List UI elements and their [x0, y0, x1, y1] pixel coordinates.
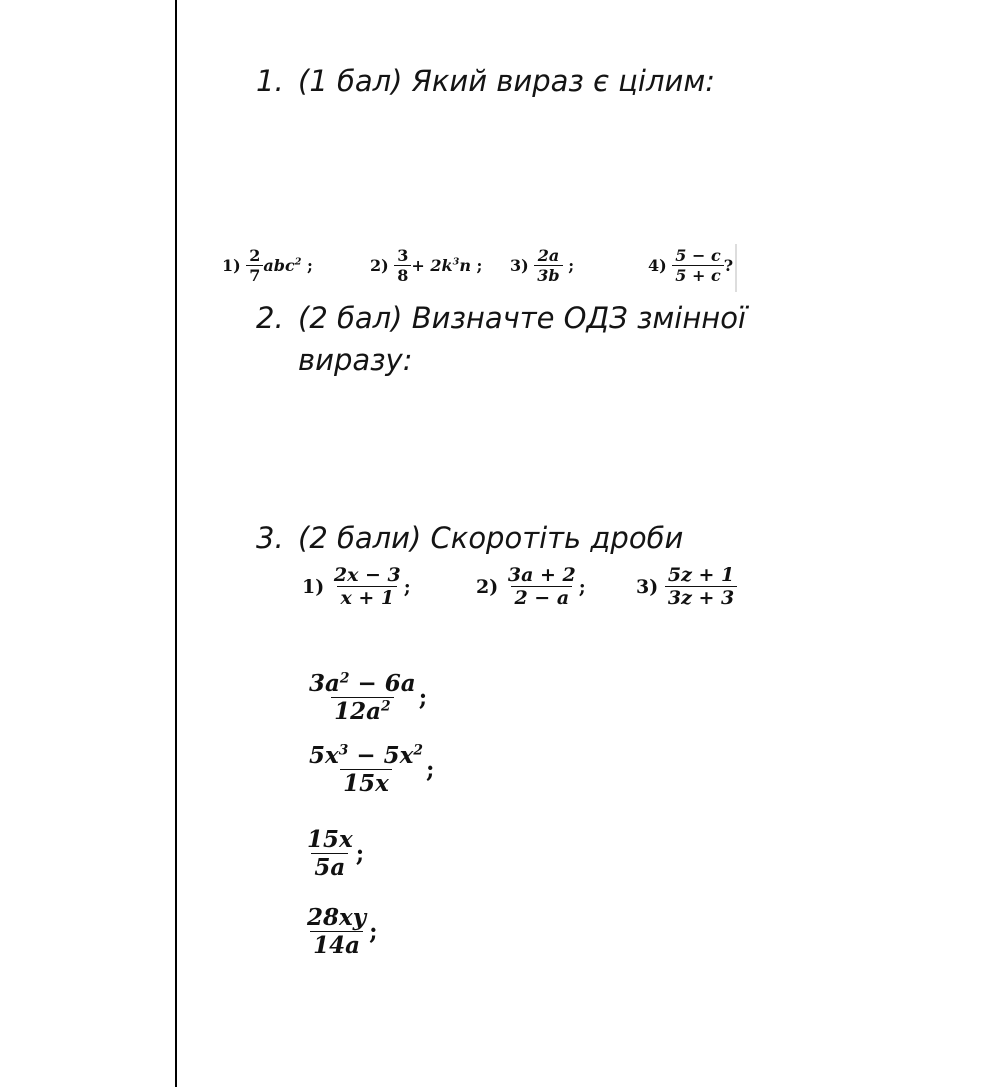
numerator: 2x − 3 — [333, 564, 401, 586]
fraction — [306, 670, 419, 725]
fraction — [665, 564, 737, 609]
denominator: 7 — [246, 265, 263, 285]
suffix-text: abc — [263, 256, 295, 275]
numerator-part: 5x — [309, 742, 339, 769]
question-number: 3. — [256, 521, 284, 555]
suffix-exponent: 2 — [294, 256, 302, 268]
q2-option-1 — [302, 564, 411, 609]
separator: ; — [403, 575, 411, 598]
denominator: x + 1 — [337, 586, 397, 609]
numerator-part: − 5x — [348, 742, 414, 769]
fraction — [505, 564, 579, 609]
denominator: 14a — [310, 931, 363, 959]
exponent: 2 — [413, 742, 423, 759]
numerator — [306, 670, 419, 697]
denominator: 8 — [394, 265, 411, 285]
exponent: 2 — [381, 698, 391, 715]
fraction — [246, 246, 263, 285]
margin-line — [175, 0, 177, 1087]
numerator: 28xy — [307, 904, 367, 931]
option-label: 1) — [222, 256, 241, 275]
numerator: 15x — [307, 826, 353, 853]
denominator: 2 − a — [511, 586, 572, 609]
question-text-line-2: виразу: — [298, 343, 413, 377]
q1-option-2 — [370, 246, 482, 285]
separator: ; — [306, 256, 313, 275]
separator: ; — [355, 840, 365, 867]
question-1 — [256, 60, 715, 102]
q3-fraction-2 — [306, 742, 434, 797]
image-edge — [735, 244, 737, 292]
numerator-part: 3a — [309, 670, 340, 697]
numerator: 3a + 2 — [507, 564, 576, 586]
option-label: 3) — [510, 256, 529, 275]
numerator-part: − 6a — [349, 670, 416, 697]
numerator: 2a — [537, 246, 560, 265]
separator: ? — [723, 256, 734, 275]
fraction — [394, 246, 411, 285]
exponent: 2 — [339, 670, 350, 687]
fraction — [304, 826, 356, 881]
separator: ; — [418, 684, 428, 711]
denominator: 15x — [340, 769, 392, 797]
question-3 — [256, 517, 683, 559]
option-label: 3) — [636, 575, 659, 598]
question-text — [298, 297, 746, 381]
separator: ; — [578, 575, 586, 598]
q1-option-3 — [510, 246, 574, 285]
q2-option-3 — [636, 564, 737, 609]
suffix-text: + 2k — [411, 256, 453, 275]
denominator: 3z + 3 — [665, 586, 737, 609]
q2-option-2 — [476, 564, 586, 609]
question-number: 1. — [256, 64, 284, 98]
q3-fraction-1 — [306, 670, 427, 725]
fraction — [534, 246, 562, 285]
option-label: 2) — [370, 256, 389, 275]
fraction — [304, 904, 369, 959]
numerator: 3 — [397, 246, 409, 265]
option-label: 4) — [648, 256, 667, 275]
separator: ; — [425, 756, 435, 783]
numerator: 5z + 1 — [667, 564, 735, 586]
q3-fraction-4 — [304, 904, 378, 959]
expression-suffix — [263, 256, 301, 275]
fraction — [306, 742, 426, 797]
suffix-exponent: 3 — [452, 256, 460, 268]
fraction — [672, 246, 723, 285]
q1-option-1 — [222, 246, 313, 285]
denominator: 3b — [534, 265, 562, 285]
numerator: 2 — [249, 246, 261, 265]
denominator: 5 + c — [672, 265, 723, 285]
option-label: 2) — [476, 575, 499, 598]
denominator-part: 12a — [334, 698, 382, 725]
separator: ; — [476, 256, 483, 275]
question-text: (2 бали) Скоротіть дроби — [298, 521, 684, 555]
expression-suffix — [411, 256, 471, 275]
question-text: (1 бал) Який вираз є цілим: — [298, 64, 716, 98]
exponent: 3 — [338, 742, 349, 759]
question-text-line-1: (2 бал) Визначте ОДЗ змінної — [298, 301, 747, 335]
numerator — [306, 742, 426, 769]
question-2 — [256, 297, 746, 381]
question-number: 2. — [256, 301, 284, 335]
separator: ; — [568, 256, 575, 275]
q1-option-4 — [648, 246, 733, 285]
denominator: 5a — [311, 853, 348, 881]
q3-fraction-3 — [304, 826, 364, 881]
suffix-end: n — [459, 256, 471, 275]
numerator: 5 − c — [675, 246, 721, 265]
separator: ; — [369, 918, 378, 945]
denominator — [331, 697, 394, 725]
option-label: 1) — [302, 575, 325, 598]
fraction — [331, 564, 404, 609]
